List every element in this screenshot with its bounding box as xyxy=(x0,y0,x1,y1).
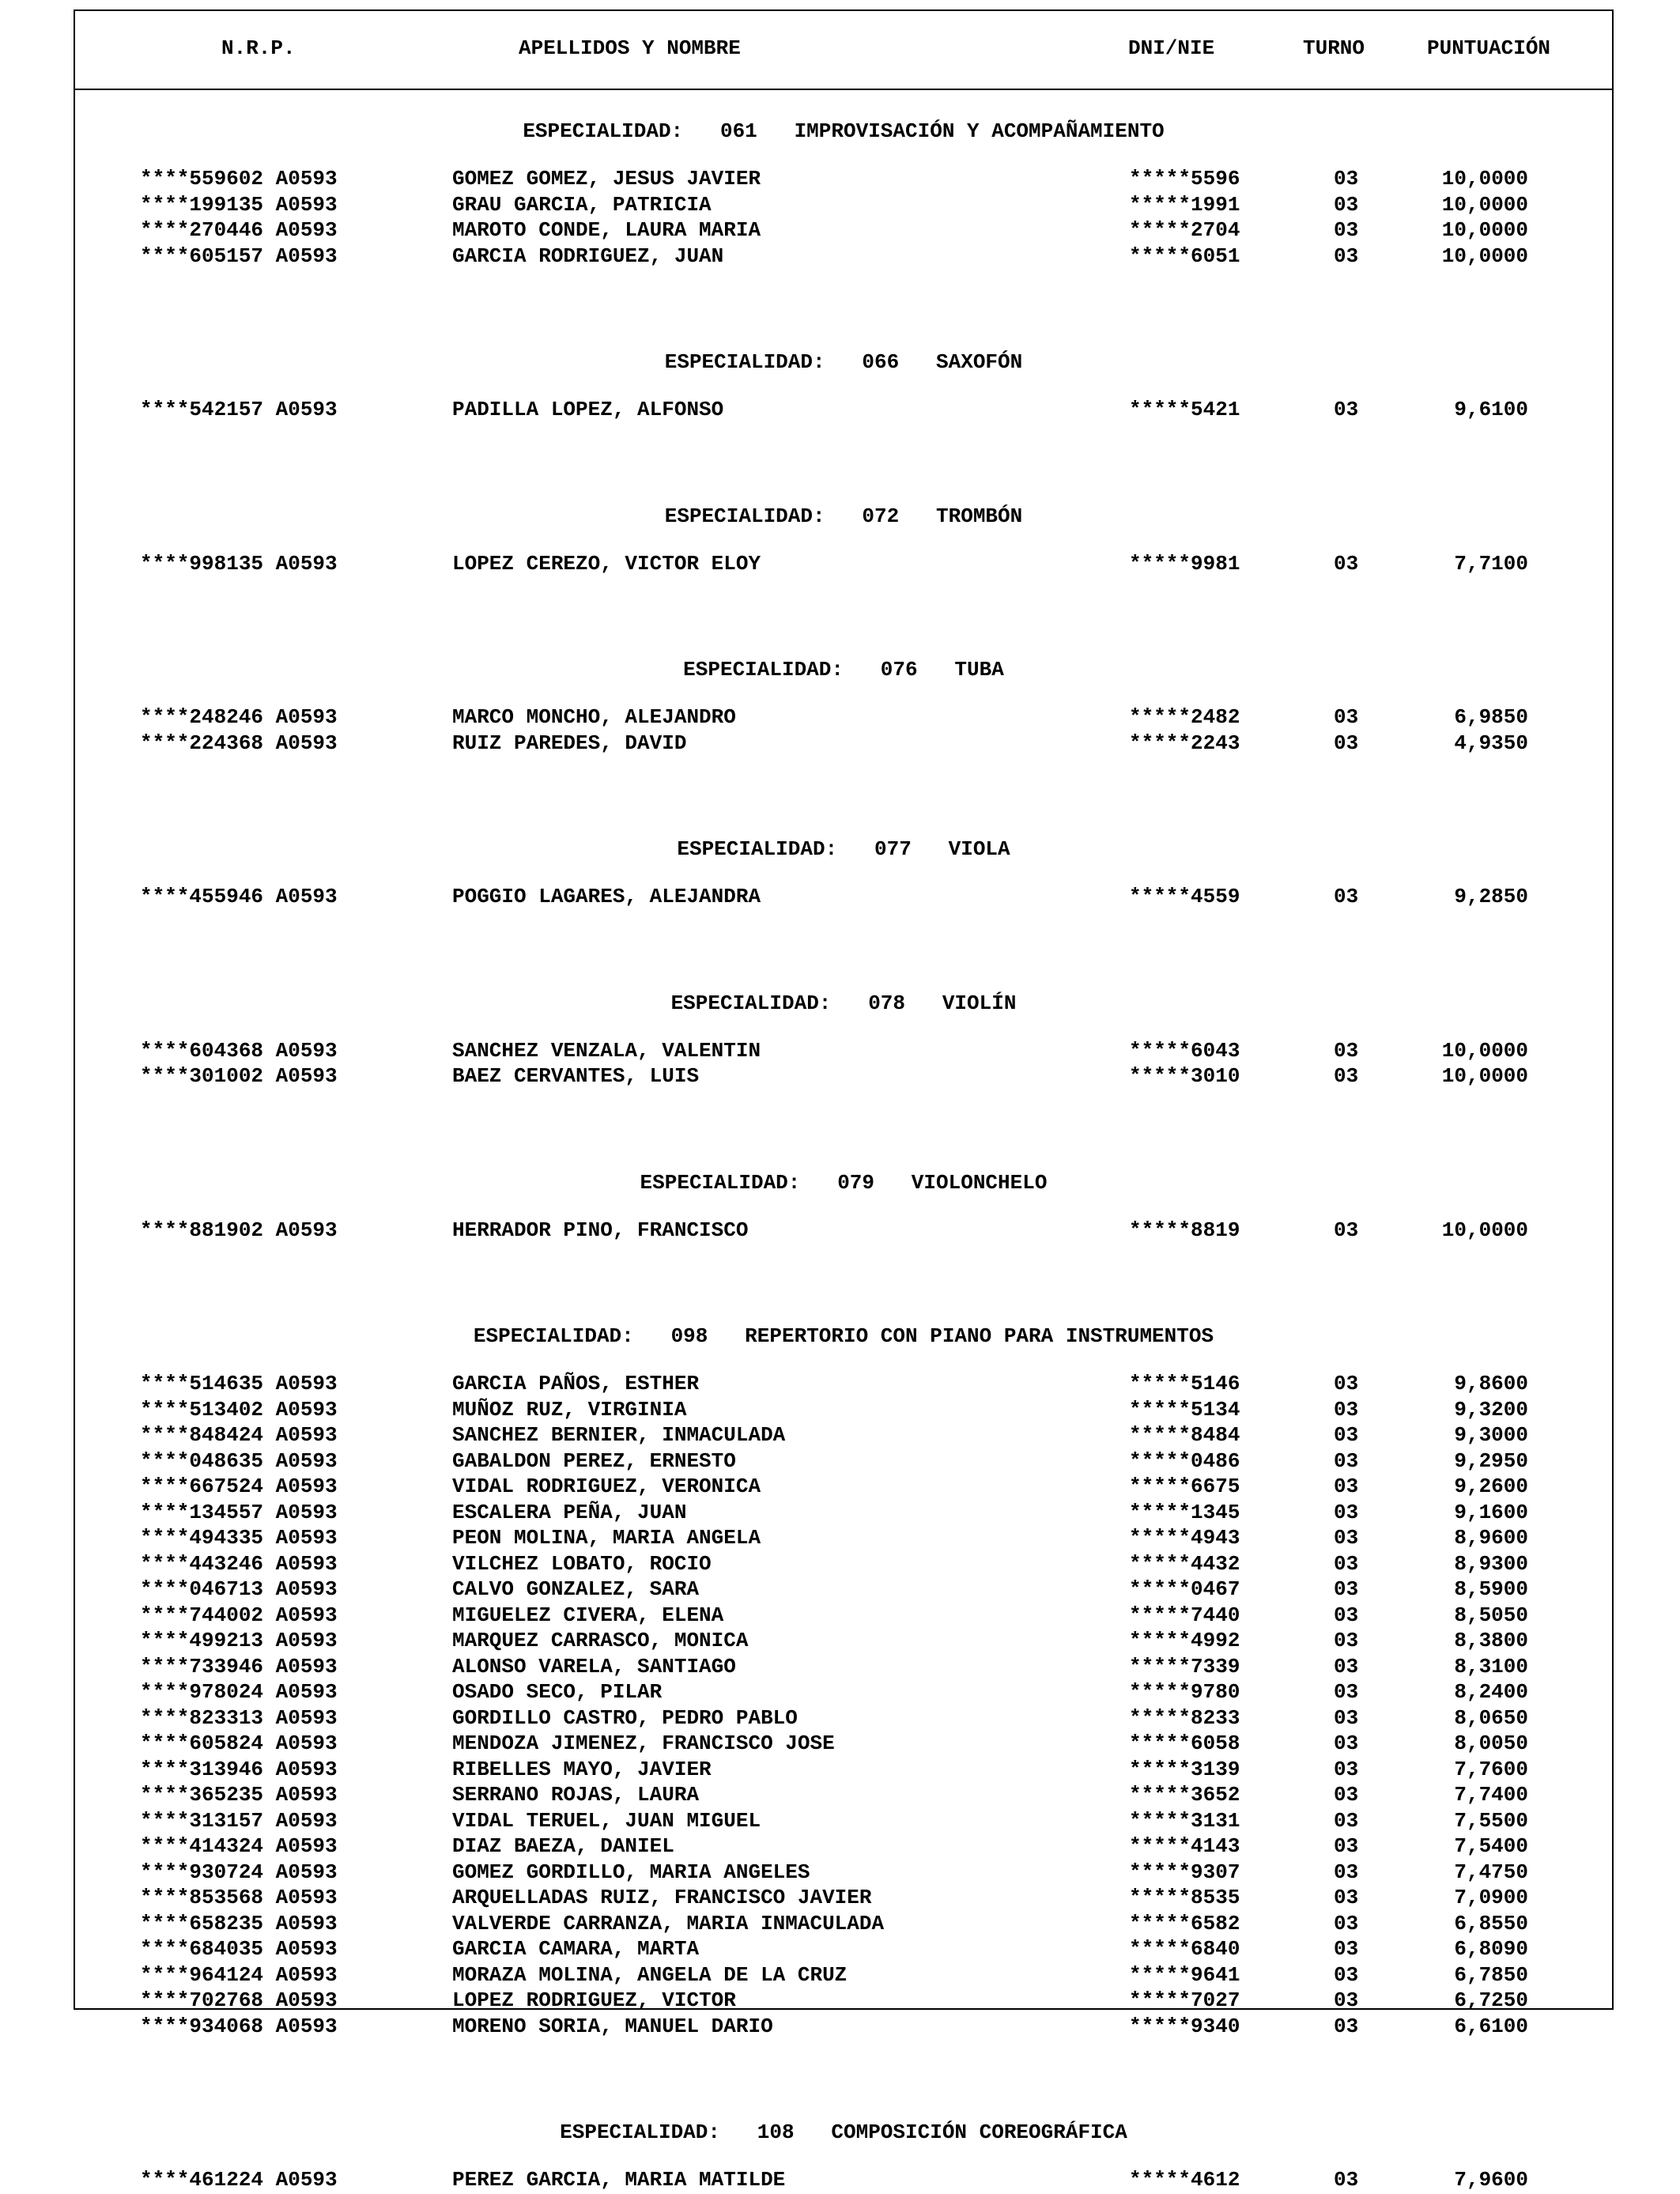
dni-cell: *****9981 xyxy=(1129,551,1240,576)
puntuacion-cell: 7,7100 xyxy=(1454,551,1528,576)
table-row xyxy=(75,1039,1612,1065)
table-row xyxy=(75,1655,1612,1681)
table-row xyxy=(75,1758,1612,1784)
dni-cell: *****6051 xyxy=(1129,244,1240,268)
dni-cell: *****2704 xyxy=(1129,218,1240,242)
nrp-cell: ****823313 A0593 xyxy=(140,1705,338,1730)
turno-cell: 03 xyxy=(1334,1808,1359,1833)
table-row xyxy=(75,1603,1612,1629)
name-cell: LOPEZ CEREZO, VICTOR ELOY xyxy=(452,551,761,576)
turno-cell: 03 xyxy=(1334,1705,1359,1730)
dni-cell: *****3139 xyxy=(1129,1757,1240,1781)
dni-cell: *****4432 xyxy=(1129,1551,1240,1576)
table-row xyxy=(75,1809,1612,1835)
name-cell: OSADO SECO, PILAR xyxy=(452,1680,663,1704)
specialty-title: ESPECIALIDAD: 076 TUBA xyxy=(683,658,1004,682)
turno-cell: 03 xyxy=(1334,1937,1359,1961)
turno-cell: 03 xyxy=(1334,244,1359,268)
table-row xyxy=(75,218,1612,244)
name-cell: PADILLA LOPEZ, ALFONSO xyxy=(452,398,724,421)
section-gap xyxy=(75,911,1612,962)
puntuacion-cell: 10,0000 xyxy=(1441,1038,1528,1063)
turno-cell: 03 xyxy=(1334,551,1359,576)
nrp-cell: ****224368 A0593 xyxy=(140,731,338,755)
puntuacion-cell: 7,5500 xyxy=(1454,1808,1528,1833)
specialty-title: ESPECIALIDAD: 072 TROMBÓN xyxy=(664,504,1023,528)
table-row xyxy=(75,1937,1612,1963)
nrp-cell: ****199135 A0593 xyxy=(140,192,338,217)
table-row xyxy=(75,193,1612,219)
nrp-cell: ****853568 A0593 xyxy=(140,1886,338,1909)
nrp-cell: ****702768 A0593 xyxy=(140,1988,338,2012)
dni-cell: *****4943 xyxy=(1129,1526,1240,1550)
turno-cell: 03 xyxy=(1334,167,1359,191)
nrp-cell: ****365235 A0593 xyxy=(140,1783,338,1807)
puntuacion-cell: 8,3100 xyxy=(1454,1654,1528,1679)
section-gap xyxy=(75,2040,1612,2091)
dni-cell: *****6043 xyxy=(1129,1038,1240,1063)
table-row xyxy=(75,1629,1612,1655)
puntuacion-cell: 9,1600 xyxy=(1454,1500,1528,1524)
specialty-section xyxy=(75,321,1612,475)
specialty-section xyxy=(75,1295,1612,2091)
table-row xyxy=(75,552,1612,578)
table-row xyxy=(75,1860,1612,1886)
turno-cell: 03 xyxy=(1334,1988,1359,2012)
puntuacion-cell: 6,9850 xyxy=(1454,705,1528,729)
dni-cell: *****3010 xyxy=(1129,1064,1240,1088)
turno-cell: 03 xyxy=(1334,2168,1359,2192)
turno-cell: 03 xyxy=(1334,1218,1359,1242)
turno-cell: 03 xyxy=(1334,1526,1359,1550)
table-row xyxy=(75,398,1612,424)
name-cell: MUÑOZ RUZ, VIRGINIA xyxy=(452,1397,687,1422)
name-cell: MARQUEZ CARRASCO, MONICA xyxy=(452,1629,749,1652)
turno-cell: 03 xyxy=(1334,1834,1359,1858)
puntuacion-cell: 4,9350 xyxy=(1454,731,1528,755)
nrp-cell: ****930724 A0593 xyxy=(140,1860,338,1884)
puntuacion-cell: 9,2600 xyxy=(1454,1475,1528,1498)
nrp-cell: ****048635 A0593 xyxy=(140,1448,338,1473)
table-row xyxy=(75,1475,1612,1501)
nrp-cell: ****494335 A0593 xyxy=(140,1526,338,1550)
puntuacion-cell: 9,3000 xyxy=(1454,1423,1528,1447)
name-cell: CALVO GONZALEZ, SARA xyxy=(452,1577,700,1601)
specialty-section xyxy=(75,475,1612,629)
puntuacion-cell: 7,9600 xyxy=(1454,2168,1528,2192)
table-row xyxy=(75,1372,1612,1398)
name-cell: VIDAL RODRIGUEZ, VERONICA xyxy=(452,1475,761,1498)
table-row xyxy=(75,1501,1612,1527)
puntuacion-cell: 8,5050 xyxy=(1454,1603,1528,1627)
dni-cell: *****8484 xyxy=(1129,1423,1240,1447)
specialty-section xyxy=(75,2091,1612,2194)
section-gap xyxy=(75,270,1612,321)
puntuacion-cell: 9,8600 xyxy=(1454,1372,1528,1395)
dni-cell: *****4143 xyxy=(1129,1834,1240,1858)
name-cell: PEREZ GARCIA, MARIA MATILDE xyxy=(452,2168,786,2192)
dni-cell: *****4559 xyxy=(1129,885,1240,908)
puntuacion-cell: 6,7850 xyxy=(1454,1962,1528,1987)
name-cell: GOMEZ GOMEZ, JESUS JAVIER xyxy=(452,167,761,191)
turno-cell: 03 xyxy=(1334,1629,1359,1652)
dni-cell: *****8819 xyxy=(1129,1218,1240,1242)
specialty-title: ESPECIALIDAD: 061 IMPROVISACIÓN Y ACOMPAÑAMIENTO xyxy=(523,119,1165,143)
section-gap xyxy=(75,577,1612,629)
nrp-cell: ****455946 A0593 xyxy=(140,885,338,908)
specialty-section xyxy=(75,90,1612,321)
table-row xyxy=(75,1731,1612,1758)
table-row xyxy=(75,1526,1612,1552)
turno-cell: 03 xyxy=(1334,1423,1359,1447)
turno-cell: 03 xyxy=(1334,1603,1359,1627)
name-cell: MENDOZA JIMENEZ, FRANCISCO JOSE xyxy=(452,1731,835,1755)
table-row xyxy=(75,1064,1612,1090)
turno-cell: 03 xyxy=(1334,218,1359,242)
puntuacion-cell: 6,6100 xyxy=(1454,2014,1528,2038)
nrp-cell: ****248246 A0593 xyxy=(140,705,338,729)
puntuacion-cell: 7,0900 xyxy=(1454,1886,1528,1909)
dni-cell: *****4612 xyxy=(1129,2168,1240,2192)
nrp-cell: ****134557 A0593 xyxy=(140,1500,338,1524)
turno-cell: 03 xyxy=(1334,731,1359,755)
puntuacion-cell: 10,0000 xyxy=(1441,1218,1528,1242)
table-row xyxy=(75,885,1612,911)
nrp-cell: ****684035 A0593 xyxy=(140,1937,338,1961)
turno-cell: 03 xyxy=(1334,1577,1359,1601)
dni-cell: *****9780 xyxy=(1129,1680,1240,1704)
nrp-cell: ****744002 A0593 xyxy=(140,1603,338,1627)
name-cell: ESCALERA PEÑA, JUAN xyxy=(452,1500,687,1524)
table-row xyxy=(75,731,1612,757)
name-cell: MARCO MONCHO, ALEJANDRO xyxy=(452,705,736,729)
turno-cell: 03 xyxy=(1334,1654,1359,1679)
puntuacion-cell: 8,5900 xyxy=(1454,1577,1528,1601)
dni-cell: *****9307 xyxy=(1129,1860,1240,1884)
puntuacion-cell: 10,0000 xyxy=(1441,218,1528,242)
turno-cell: 03 xyxy=(1334,1680,1359,1704)
nrp-cell: ****667524 A0593 xyxy=(140,1475,338,1498)
puntuacion-cell: 9,2950 xyxy=(1454,1448,1528,1473)
results-table-frame xyxy=(74,9,1614,2192)
dni-cell: *****1991 xyxy=(1129,192,1240,217)
dni-cell: *****3652 xyxy=(1129,1783,1240,1807)
table-row xyxy=(75,1988,1612,2015)
nrp-cell: ****513402 A0593 xyxy=(140,1397,338,1422)
name-cell: RIBELLES MAYO, JAVIER xyxy=(452,1757,712,1781)
puntuacion-cell: 8,9300 xyxy=(1454,1551,1528,1576)
dni-cell: *****5421 xyxy=(1129,398,1240,421)
name-cell: MORAZA MOLINA, ANGELA DE LA CRUZ xyxy=(452,1962,848,1987)
header-apellidos-nombre: APELLIDOS Y NOMBRE xyxy=(519,36,741,60)
table-header xyxy=(75,11,1612,90)
dni-cell: *****6840 xyxy=(1129,1937,1240,1961)
dni-cell: *****0486 xyxy=(1129,1448,1240,1473)
specialty-section xyxy=(75,808,1612,962)
table-row xyxy=(75,1577,1612,1603)
nrp-cell: ****998135 A0593 xyxy=(140,551,338,576)
name-cell: BAEZ CERVANTES, LUIS xyxy=(452,1064,700,1088)
table-row xyxy=(75,1706,1612,1732)
puntuacion-cell: 10,0000 xyxy=(1441,244,1528,268)
puntuacion-cell: 10,0000 xyxy=(1441,192,1528,217)
nrp-cell: ****514635 A0593 xyxy=(140,1372,338,1395)
header-dni-nie: DNI/NIE xyxy=(1128,36,1215,60)
dni-cell: *****6675 xyxy=(1129,1475,1240,1498)
section-gap xyxy=(75,757,1612,808)
table-row xyxy=(75,1398,1612,1424)
dni-cell: *****8535 xyxy=(1129,1886,1240,1909)
puntuacion-cell: 9,6100 xyxy=(1454,398,1528,421)
name-cell: DIAZ BAEZA, DANIEL xyxy=(452,1834,674,1858)
name-cell: SANCHEZ BERNIER, INMACULADA xyxy=(452,1423,786,1447)
specialty-title: ESPECIALIDAD: 078 VIOLÍN xyxy=(670,991,1017,1015)
turno-cell: 03 xyxy=(1334,1475,1359,1498)
turno-cell: 03 xyxy=(1334,1783,1359,1807)
table-row xyxy=(75,1449,1612,1475)
dni-cell: *****8233 xyxy=(1129,1705,1240,1730)
nrp-cell: ****313157 A0593 xyxy=(140,1808,338,1833)
header-nrp: N.R.P. xyxy=(221,36,296,60)
turno-cell: 03 xyxy=(1334,1911,1359,1935)
table-row xyxy=(75,2015,1612,2041)
turno-cell: 03 xyxy=(1334,398,1359,421)
puntuacion-cell: 6,7250 xyxy=(1454,1988,1528,2012)
puntuacion-cell: 7,7600 xyxy=(1454,1757,1528,1781)
name-cell: GARCIA RODRIGUEZ, JUAN xyxy=(452,244,724,268)
table-row xyxy=(75,1912,1612,1938)
section-gap xyxy=(75,1090,1612,1142)
name-cell: VIDAL TERUEL, JUAN MIGUEL xyxy=(452,1808,761,1833)
turno-cell: 03 xyxy=(1334,885,1359,908)
specialty-title: ESPECIALIDAD: 098 REPERTORIO CON PIANO PARA INSTRUMENTOS xyxy=(473,1324,1214,1348)
puntuacion-cell: 8,0650 xyxy=(1454,1705,1528,1730)
name-cell: MORENO SORIA, MANUEL DARIO xyxy=(452,2014,773,2038)
specialty-section xyxy=(75,962,1612,1142)
name-cell: GOMEZ GORDILLO, MARIA ANGELES xyxy=(452,1860,810,1884)
turno-cell: 03 xyxy=(1334,2014,1359,2038)
puntuacion-cell: 7,5400 xyxy=(1454,1834,1528,1858)
name-cell: VALVERDE CARRANZA, MARIA INMACULADA xyxy=(452,1911,885,1935)
nrp-cell: ****604368 A0593 xyxy=(140,1038,338,1063)
turno-cell: 03 xyxy=(1334,1397,1359,1422)
specialty-title: ESPECIALIDAD: 079 VIOLONCHELO xyxy=(640,1170,1048,1195)
name-cell: HERRADOR PINO, FRANCISCO xyxy=(452,1218,749,1242)
nrp-cell: ****881902 A0593 xyxy=(140,1218,338,1242)
specialty-section xyxy=(75,629,1612,808)
table-row xyxy=(75,167,1612,193)
table-row xyxy=(75,1680,1612,1706)
name-cell: GRAU GARCIA, PATRICIA xyxy=(452,192,712,217)
table-row xyxy=(75,1423,1612,1449)
name-cell: SERRANO ROJAS, LAURA xyxy=(452,1783,700,1807)
puntuacion-cell: 8,0050 xyxy=(1454,1731,1528,1755)
dni-cell: *****6582 xyxy=(1129,1911,1240,1935)
nrp-cell: ****605157 A0593 xyxy=(140,244,338,268)
specialty-title: ESPECIALIDAD: 077 VIOLA xyxy=(677,837,1010,861)
dni-cell: *****0467 xyxy=(1129,1577,1240,1601)
dni-cell: *****5596 xyxy=(1129,167,1240,191)
nrp-cell: ****313946 A0593 xyxy=(140,1757,338,1781)
nrp-cell: ****658235 A0593 xyxy=(140,1911,338,1935)
nrp-cell: ****559602 A0593 xyxy=(140,167,338,191)
name-cell: POGGIO LAGARES, ALEJANDRA xyxy=(452,885,761,908)
puntuacion-cell: 7,4750 xyxy=(1454,1860,1528,1884)
dni-cell: *****9340 xyxy=(1129,2014,1240,2038)
turno-cell: 03 xyxy=(1334,1551,1359,1576)
turno-cell: 03 xyxy=(1334,1372,1359,1395)
turno-cell: 03 xyxy=(1334,1962,1359,1987)
nrp-cell: ****605824 A0593 xyxy=(140,1731,338,1755)
nrp-cell: ****301002 A0593 xyxy=(140,1064,338,1088)
nrp-cell: ****542157 A0593 xyxy=(140,398,338,421)
specialties-list xyxy=(75,90,1612,2194)
puntuacion-cell: 7,7400 xyxy=(1454,1783,1528,1807)
puntuacion-cell: 8,2400 xyxy=(1454,1680,1528,1704)
section-gap xyxy=(75,1244,1612,1295)
nrp-cell: ****978024 A0593 xyxy=(140,1680,338,1704)
dni-cell: *****7339 xyxy=(1129,1654,1240,1679)
table-row xyxy=(75,244,1612,270)
puntuacion-cell: 6,8090 xyxy=(1454,1937,1528,1961)
name-cell: GARCIA CAMARA, MARTA xyxy=(452,1937,700,1961)
dni-cell: *****1345 xyxy=(1129,1500,1240,1524)
puntuacion-cell: 8,9600 xyxy=(1454,1526,1528,1550)
turno-cell: 03 xyxy=(1334,1886,1359,1909)
name-cell: GARCIA PAÑOS, ESTHER xyxy=(452,1372,700,1395)
dni-cell: *****7027 xyxy=(1129,1988,1240,2012)
nrp-cell: ****443246 A0593 xyxy=(140,1551,338,1576)
table-row xyxy=(75,1963,1612,1989)
dni-cell: *****9641 xyxy=(1129,1962,1240,1987)
turno-cell: 03 xyxy=(1334,1757,1359,1781)
dni-cell: *****2482 xyxy=(1129,705,1240,729)
nrp-cell: ****934068 A0593 xyxy=(140,2014,338,2038)
turno-cell: 03 xyxy=(1334,1038,1359,1063)
name-cell: GORDILLO CASTRO, PEDRO PABLO xyxy=(452,1705,798,1730)
table-row xyxy=(75,1783,1612,1809)
name-cell: RUIZ PAREDES, DAVID xyxy=(452,731,687,755)
puntuacion-cell: 9,2850 xyxy=(1454,885,1528,908)
dni-cell: *****2243 xyxy=(1129,731,1240,755)
header-puntuacion: PUNTUACIÓN xyxy=(1427,36,1551,60)
turno-cell: 03 xyxy=(1334,1731,1359,1755)
puntuacion-cell: 6,8550 xyxy=(1454,1911,1528,1935)
specialty-section xyxy=(75,1142,1612,1296)
specialty-title: ESPECIALIDAD: 108 COMPOSICIÓN COREOGRÁFICA xyxy=(560,2120,1127,2144)
puntuacion-cell: 10,0000 xyxy=(1441,167,1528,191)
turno-cell: 03 xyxy=(1334,192,1359,217)
name-cell: MIGUELEZ CIVERA, ELENA xyxy=(452,1603,724,1627)
nrp-cell: ****733946 A0593 xyxy=(140,1654,338,1679)
nrp-cell: ****964124 A0593 xyxy=(140,1962,338,1987)
turno-cell: 03 xyxy=(1334,705,1359,729)
turno-cell: 03 xyxy=(1334,1448,1359,1473)
table-row xyxy=(75,1218,1612,1244)
table-row xyxy=(75,1552,1612,1578)
specialty-title: ESPECIALIDAD: 066 SAXOFÓN xyxy=(664,350,1023,374)
dni-cell: *****5134 xyxy=(1129,1397,1240,1422)
dni-cell: *****5146 xyxy=(1129,1372,1240,1395)
puntuacion-cell: 10,0000 xyxy=(1441,1064,1528,1088)
header-turno: TURNO xyxy=(1303,36,1365,60)
nrp-cell: ****270446 A0593 xyxy=(140,218,338,242)
table-row xyxy=(75,2168,1612,2194)
name-cell: VILCHEZ LOBATO, ROCIO xyxy=(452,1551,712,1576)
table-row xyxy=(75,1834,1612,1860)
name-cell: LOPEZ RODRIGUEZ, VICTOR xyxy=(452,1988,736,2012)
name-cell: MAROTO CONDE, LAURA MARIA xyxy=(452,218,761,242)
nrp-cell: ****499213 A0593 xyxy=(140,1629,338,1652)
dni-cell: *****3131 xyxy=(1129,1808,1240,1833)
name-cell: SANCHEZ VENZALA, VALENTIN xyxy=(452,1038,761,1063)
dni-cell: *****4992 xyxy=(1129,1629,1240,1652)
table-row xyxy=(75,705,1612,731)
nrp-cell: ****414324 A0593 xyxy=(140,1834,338,1858)
turno-cell: 03 xyxy=(1334,1500,1359,1524)
nrp-cell: ****848424 A0593 xyxy=(140,1423,338,1447)
puntuacion-cell: 9,3200 xyxy=(1454,1397,1528,1422)
turno-cell: 03 xyxy=(1334,1860,1359,1884)
nrp-cell: ****461224 A0593 xyxy=(140,2168,338,2192)
turno-cell: 03 xyxy=(1334,1064,1359,1088)
name-cell: ALONSO VARELA, SANTIAGO xyxy=(452,1654,736,1679)
name-cell: PEON MOLINA, MARIA ANGELA xyxy=(452,1526,761,1550)
puntuacion-cell: 8,3800 xyxy=(1454,1629,1528,1652)
table-row xyxy=(75,1886,1612,1912)
dni-cell: *****7440 xyxy=(1129,1603,1240,1627)
section-gap xyxy=(75,424,1612,475)
name-cell: GABALDON PEREZ, ERNESTO xyxy=(452,1448,736,1473)
name-cell: ARQUELLADAS RUIZ, FRANCISCO JAVIER xyxy=(452,1886,872,1909)
nrp-cell: ****046713 A0593 xyxy=(140,1577,338,1601)
dni-cell: *****6058 xyxy=(1129,1731,1240,1755)
